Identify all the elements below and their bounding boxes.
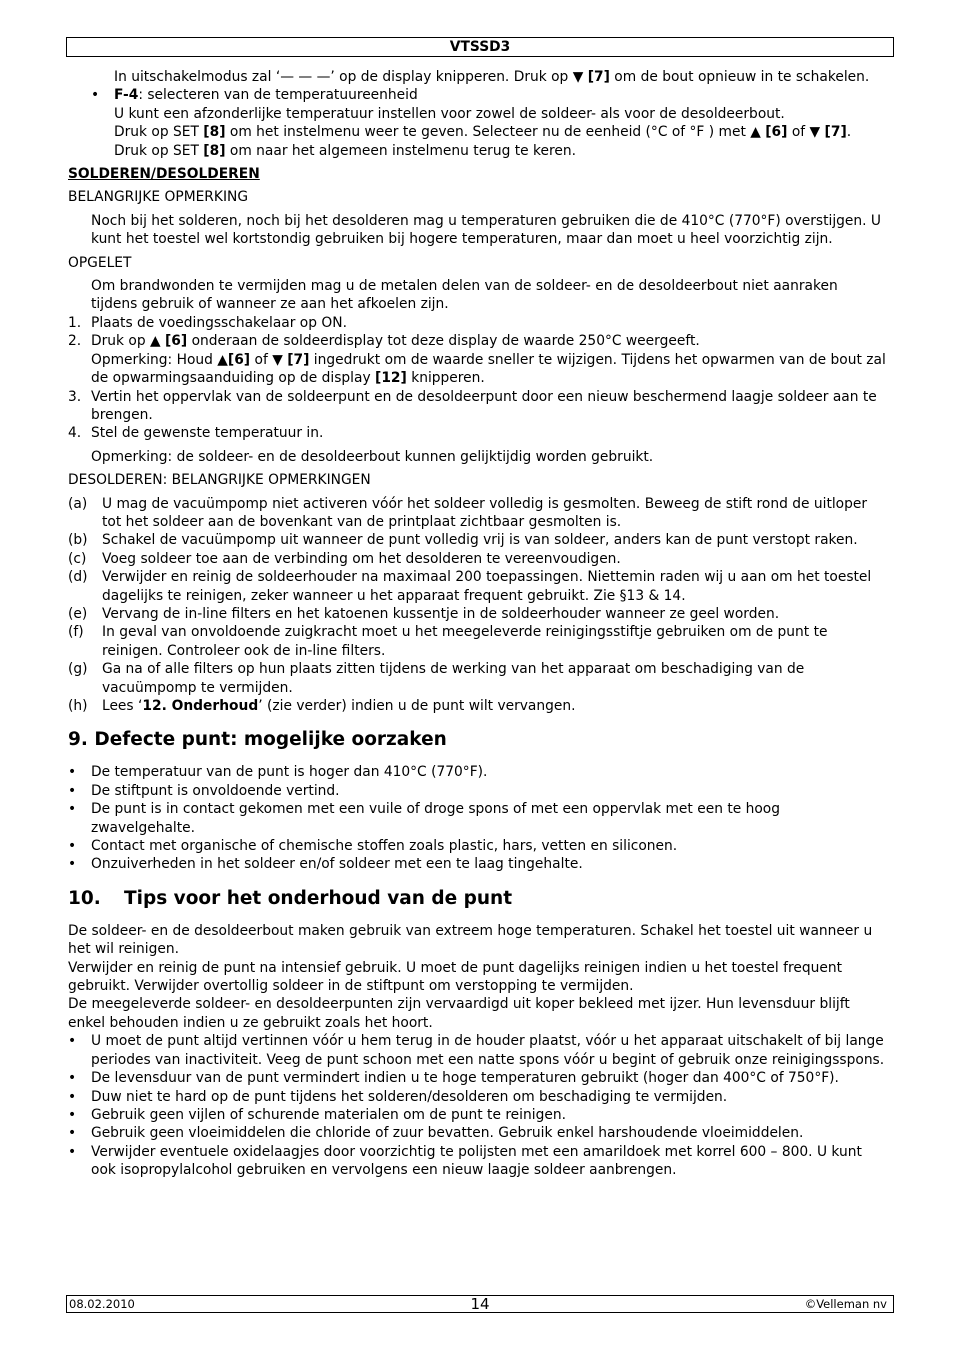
footer-date: 08.02.2010 <box>69 1297 135 1311</box>
list-item: (c) Voeg soldeer toe aan de verbinding om het desolderen te vereenvoudigen. <box>68 550 621 567</box>
list-item: • De stiftpunt is onvoldoende vertind. <box>68 782 888 800</box>
desolder-heading: DESOLDEREN: BELANGRIJKE OPMERKINGEN <box>68 472 371 489</box>
list-item: (f) In geval van onvoldoende zuigkracht moet u het meegeleverde reinigingsstiftje gebruiken om de punt te reinigen. Controleer ook de in-line filters. <box>68 624 828 659</box>
list-item: • U moet de punt altijd vertinnen vóór u hem terug in de houder plaatst, vóór u het apparaat uitschakelt of bij lange periodes van inactiviteit. Veeg de punt schoon met een natte spons vóór u begint of gebruik onze reinigingsspons. <box>68 1032 888 1069</box>
section-9-heading: 9. Defecte punt: mogelijke oorzaken <box>68 729 447 751</box>
list-item: • De temperatuur van de punt is hoger dan 410°C (770°F). <box>68 763 888 781</box>
list-item: • De levensduur van de punt vermindert indien u te hoge temperaturen gebruikt (hoger dan 400°C of 750°F). <box>68 1069 888 1087</box>
page-number: 14 <box>470 1295 490 1313</box>
section-10-paragraph: De meegeleverde soldeer- en desoldeerpunten zijn vervaardigd uit koper bekleed met ijzer. Hun levensduur blijft enkel behouden indien u ze gebruikt zoals het hoort. <box>68 996 850 1031</box>
list-item: (e) Vervang de in-line filters en het katoenen kussentje in de soldeerhouder wanneer ze geel worden. <box>68 605 780 622</box>
list-item: • Onzuiverheden in het soldeer en/of soldeer met een te laag tingehalte. <box>68 855 888 873</box>
section-10-heading: 10. Tips voor het onderhoud van de punt <box>68 887 513 909</box>
step-4: 4. Stel de gewenste temperatuur in. <box>68 425 324 442</box>
model-title: VTSSD3 <box>449 39 511 55</box>
continued-text: In uitschakelmodus zal ‘— — —’ op de display knipperen. Druk op ▼ [7] om de bout opnieuw in te schakelen. <box>114 69 870 85</box>
list-item: • Gebruik geen vloeimiddelen die chloride of zuur bevatten. Gebruik enkel harshoudende vloeimiddelen. <box>68 1124 888 1142</box>
list-item: • Gebruik geen vijlen of schurende materialen om de punt te reinigen. <box>68 1106 888 1124</box>
list-item: • De punt is in contact gekomen met een vuile of droge spons of met een oppervlak met een te hoog zwavelgehalte. <box>68 800 888 837</box>
list-item: (g) Ga na of alle filters op hun plaats zitten tijdens de werking van het apparaat om beschadiging van de vacuümpomp te vermijden. <box>68 661 805 696</box>
document-header <box>66 37 894 57</box>
list-item: (d) Verwijder en reinig de soldeerhouder na maximaal 200 toepassingen. Niettemin raden wij u aan om het toestel dagelijks te reinigen, zeker wanneer u het apparaat frequent gebruikt. Zie §13 & 14. <box>68 569 872 604</box>
list-item: • Verwijder eventuele oxidelaagjes door voorzichtig te polijsten met een amarildoek met korrel 600 – 800. U kunt ook isopropylalcohol gebruiken en vervolgens een nieuw laagje soldeer aanbrengen. <box>68 1143 888 1180</box>
list-item: (b) Schakel de vacuümpomp uit wanneer de punt volledig vrij is van soldeer, anders kan de punt verstopt raken. <box>68 532 858 549</box>
note-text: Noch bij het solderen, noch bij het desolderen mag u temperaturen gebruiken die de 410°C (770°F) overstijgen. U kunt het toestel wel kortstondig gebruiken bij hogere temperaturen, maar dan moet u heel voorzichtig zijn. <box>91 212 882 248</box>
section-9-list <box>68 763 888 873</box>
desolder-notes-list <box>68 495 888 716</box>
page-content <box>68 68 888 1180</box>
remark-text: Opmerking: de soldeer- en de desoldeerbout kunnen gelijktijdig worden gebruikt. <box>91 448 654 465</box>
section-10-paragraph: Verwijder en reinig de punt na intensief gebruik. U moet de punt dagelijks reinigen indien u het toestel frequent gebruikt. Verwijder overtollig soldeer in de stiftpunt om verstopping te vermijden. <box>68 959 842 995</box>
caution-text: Om brandwonden te vermijden mag u de metalen delen van de soldeer- en de desoldeerbout niet aanraken tijdens gebruik of wanneer ze aan het afkoelen zijn. <box>91 278 838 313</box>
section-title-solderen: SOLDEREN/DESOLDEREN <box>68 166 260 183</box>
f4-item: • F-4: selecteren van de temperatuureenheid U kunt een afzonderlijke temperatuur instellen voor zowel de soldeer- als voor de desoldeerbout. Druk op SET [8] om het instelmenu weer te geven. Selecteer nu de eenheid (°C of °F ) met ▲ [6] of ▼ [7]. Druk op SET [8] om naar het algemeen instelmenu terug te keren. <box>91 86 888 160</box>
step-2: 2. Druk op ▲ [6] onderaan de soldeerdisplay tot deze display de waarde 250°C weergeeft. Opmerking: Houd ▲[6] of ▼ [7] ingedrukt om de waarde sneller te wijzigen. Tijdens het opwarmen van de bout zal de opwarmingsaanduiding op de display [12] knipperen. <box>68 333 886 387</box>
list-item: (a) U mag de vacuümpomp niet activeren vóór het soldeer volledig is gesmolten. Beweeg de stift rond de uitloper tot het soldeer aan de bovenkant van de printplaat zichtbaar gesmolten is. <box>68 495 868 530</box>
section-10-list <box>68 1032 888 1179</box>
section-10-paragraph: De soldeer- en de desoldeerbout maken gebruik van extreem hoge temperaturen. Schakel het toestel uit wanneer u het wil reinigen. <box>68 922 873 958</box>
list-item: • Duw niet te hard op de punt tijdens het solderen/desolderen om beschadiging te vermijden. <box>68 1088 888 1106</box>
list-item: • Contact met organische of chemische stoffen zoals plastic, hars, vetten en siliconen. <box>68 837 888 855</box>
step-3: 3. Vertin het oppervlak van de soldeerpunt en de desoldeerpunt door een nieuw beschermend laagje soldeer aan te brengen. <box>68 388 877 423</box>
caution-heading: OPGELET <box>68 254 132 271</box>
note-heading: BELANGRIJKE OPMERKING <box>68 189 249 206</box>
footer-copyright: ©Velleman nv <box>804 1297 887 1311</box>
document-footer <box>66 1295 894 1313</box>
list-item: (h) Lees ‘12. Onderhoud’ (zie verder) indien u de punt wilt vervangen. <box>68 698 576 714</box>
step-1: 1. Plaats de voedingsschakelaar op ON. <box>68 314 347 331</box>
